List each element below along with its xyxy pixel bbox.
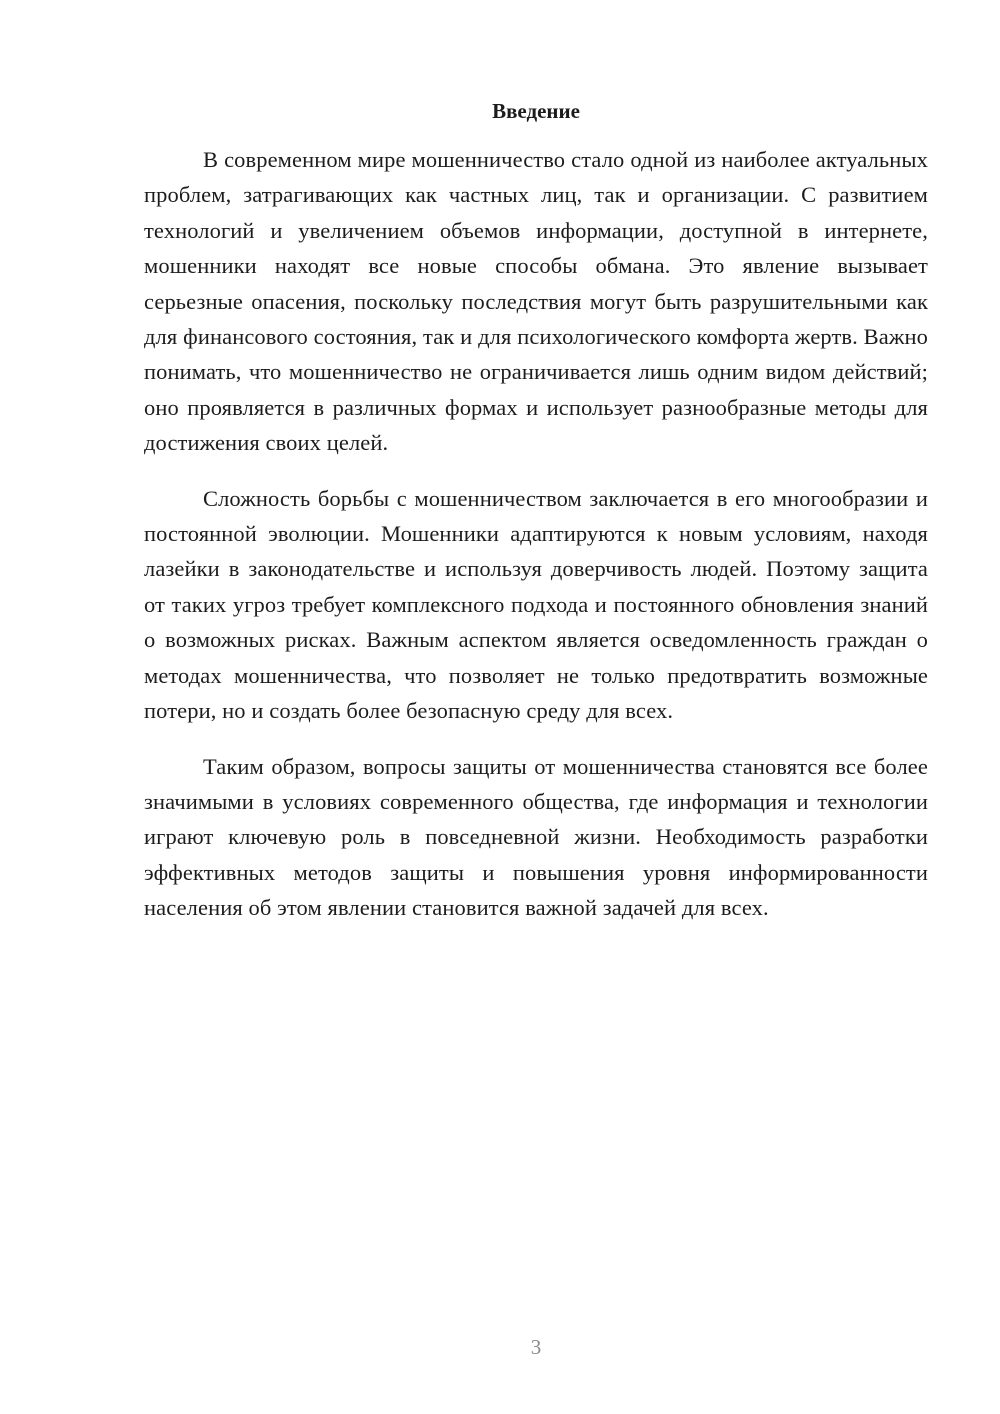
- page-number: 3: [530, 1335, 542, 1359]
- body-text: [144, 142, 928, 946]
- paragraph-3: Таким образом, вопросы защиты от мошенничества становятся все более значимыми в условиях современного общества, где информация и технологии играют ключевую роль в повседневной жизни. Необходимость разработки эффективных методов защиты и повышения уровня информированности населения об этом явлении становится важной задачей для всех.: [144, 753, 928, 921]
- section-heading: Введение: [492, 99, 580, 123]
- paragraph-1: В современном мире мошенничество стало одной из наиболее актуальных проблем, затрагивающих как частных лиц, так и организации. С развитием технологий и увеличением объемов информации, доступной в интернете, мошенники находят все новые способы обмана. Это явление вызывает серьезные опасения, поскольку последствия могут быть разрушительными как для финансового состояния, так и для психологического комфорта жертв. Важно понимать, что мошенничество не ограничивается лишь одним видом действий; оно проявляется в различных формах и использует разнообразные методы для достижения своих целей.: [144, 147, 928, 456]
- paragraph-2: Сложность борьбы с мошенничеством заключается в его многообразии и постоянной эволюции. Мошенники адаптируются к новым условиям, находя лазейки в законодательстве и используя доверчивость людей. Поэтому защита от таких угроз требует комплексного подхода и постоянного обновления знаний о возможных рисках. Важным аспектом является осведомленность граждан о методах мошенничества, что позволяет не только предотвратить возможные потери, но и создать более безопасную среду для всех.: [144, 485, 928, 724]
